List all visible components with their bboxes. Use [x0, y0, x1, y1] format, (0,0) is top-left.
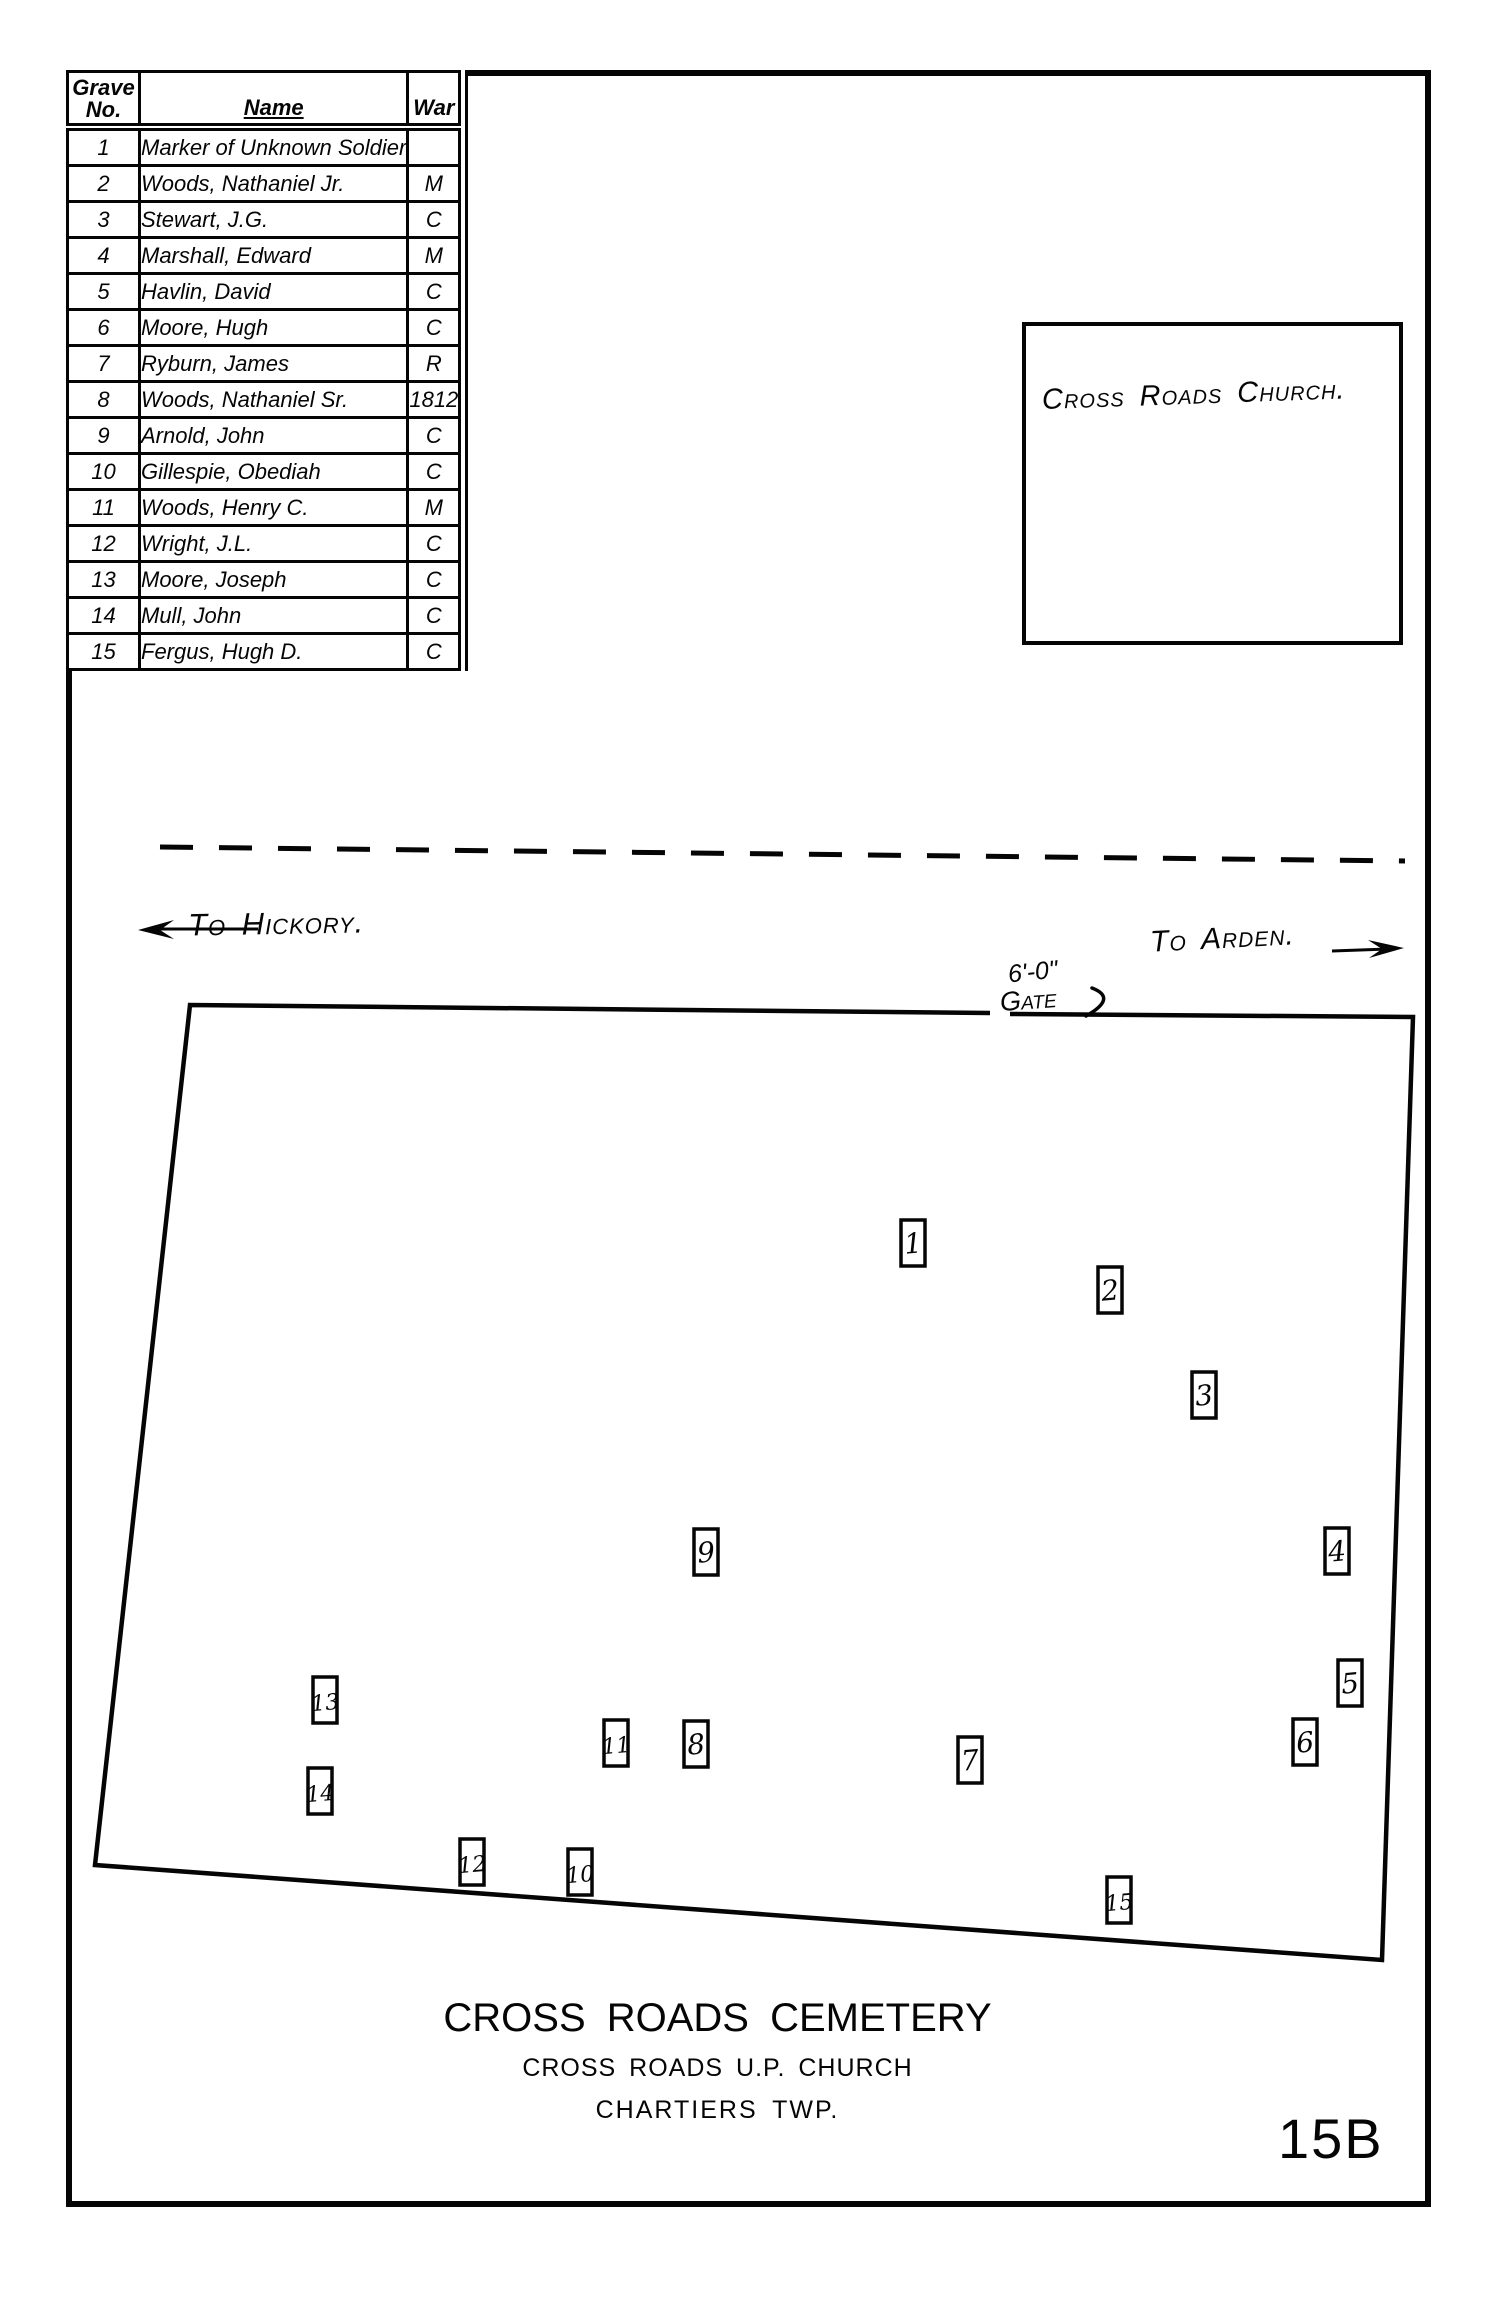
war-cell: C	[408, 310, 460, 346]
cemetery-boundary	[95, 1005, 1413, 1960]
grave-marker-1	[901, 1220, 925, 1266]
grave-no-cell: 10	[68, 454, 140, 490]
to-arden-label: To Arden.	[1149, 918, 1296, 959]
grave-marker-label: 13	[310, 1689, 341, 1718]
war-cell: C	[408, 274, 460, 310]
name-cell: Marker of Unknown Soldier	[140, 127, 408, 166]
church-label: Cross Roads Church.	[1041, 373, 1346, 416]
grave-marker-label: 8	[685, 1727, 707, 1762]
grave-marker-7	[958, 1737, 982, 1783]
grave-marker-9	[694, 1529, 718, 1575]
war-cell: C	[408, 634, 460, 670]
grave-no-cell: 6	[68, 310, 140, 346]
name-header: Name	[140, 72, 408, 128]
grave-no-cell: 15	[68, 634, 140, 670]
grave-marker-11	[601, 1720, 631, 1766]
war-cell: C	[408, 202, 460, 238]
title-block	[420, 1996, 1015, 2125]
grave-no-cell: 12	[68, 526, 140, 562]
grave-no-cell: 8	[68, 382, 140, 418]
war-cell: C	[408, 598, 460, 634]
war-cell: 1812	[408, 382, 460, 418]
grave-marker-label: 2	[1099, 1273, 1121, 1308]
grave-no-cell: 1	[68, 127, 140, 166]
war-cell: M	[408, 238, 460, 274]
sheet-number: 15B	[1278, 2107, 1384, 2170]
markers-layer	[305, 1220, 1362, 1923]
name-cell: Arnold, John	[140, 418, 408, 454]
grave-no-cell: 7	[68, 346, 140, 382]
war-cell: C	[408, 454, 460, 490]
grave-marker-label: 3	[1193, 1378, 1215, 1413]
name-cell: Ryburn, James	[140, 346, 408, 382]
name-cell: Havlin, David	[140, 274, 408, 310]
grave-no-cell: 13	[68, 562, 140, 598]
grave-marker-label: 6	[1294, 1725, 1316, 1760]
name-cell: Woods, Henry C.	[140, 490, 408, 526]
grave-marker-8	[684, 1721, 708, 1767]
grave-no-cell: 5	[68, 274, 140, 310]
grave-marker-3	[1192, 1372, 1216, 1418]
township-subtitle: CHARTIERS TWP.	[595, 2096, 840, 2124]
grave-marker-label: 12	[457, 1851, 488, 1880]
grave-no-cell: 2	[68, 166, 140, 202]
name-cell: Stewart, J.G.	[140, 202, 408, 238]
grave-marker-label: 11	[601, 1732, 632, 1761]
grave-marker-label: 4	[1326, 1534, 1348, 1569]
grave-marker-2	[1098, 1267, 1122, 1313]
grave-marker-label: 7	[959, 1743, 981, 1778]
name-cell: Fergus, Hugh D.	[140, 634, 408, 670]
grave-no-cell: 11	[68, 490, 140, 526]
cemetery-title: CROSS ROADS CEMETERY	[443, 1996, 992, 2040]
name-cell: Moore, Hugh	[140, 310, 408, 346]
gate-swoosh-mark	[1086, 988, 1104, 1016]
grave-marker-5	[1338, 1660, 1362, 1706]
grave-marker-label: 10	[565, 1861, 596, 1890]
grave-marker-10	[565, 1849, 595, 1895]
grave-marker-4	[1325, 1528, 1349, 1574]
church-subtitle: CROSS ROADS U.P. CHURCH	[522, 2054, 913, 2082]
grave-marker-15	[1104, 1877, 1134, 1923]
war-header: War	[408, 72, 460, 128]
name-cell: Mull, John	[140, 598, 408, 634]
war-cell: M	[408, 166, 460, 202]
grave-marker-14	[305, 1768, 335, 1814]
war-cell: M	[408, 490, 460, 526]
name-cell: Wright, J.L.	[140, 526, 408, 562]
grave-marker-label: 5	[1339, 1666, 1361, 1701]
gate-dimension-label: 6'-0"	[1006, 955, 1060, 989]
name-cell: Woods, Nathaniel Jr.	[140, 166, 408, 202]
grave-marker-12	[457, 1839, 487, 1885]
war-cell: C	[408, 526, 460, 562]
grave-marker-label: 14	[305, 1780, 336, 1809]
grave-marker-6	[1293, 1719, 1317, 1765]
to-hickory-label: To Hickory.	[187, 904, 365, 943]
grave-marker-label: 9	[695, 1535, 717, 1570]
grave-no-cell: 14	[68, 598, 140, 634]
name-cell: Marshall, Edward	[140, 238, 408, 274]
grave-marker-label: 1	[902, 1226, 924, 1261]
road-dashed-line	[160, 847, 1405, 861]
gate-label: Gate	[998, 983, 1058, 1017]
war-cell: C	[408, 562, 460, 598]
name-cell: Gillespie, Obediah	[140, 454, 408, 490]
grave-no-cell: 4	[68, 238, 140, 274]
grave-marker-13	[310, 1677, 340, 1723]
war-cell: C	[408, 418, 460, 454]
name-cell: Woods, Nathaniel Sr.	[140, 382, 408, 418]
grave-no-cell: 3	[68, 202, 140, 238]
grave-marker-label: 15	[1104, 1889, 1135, 1918]
grave-no-cell: 9	[68, 418, 140, 454]
war-cell: R	[408, 346, 460, 382]
name-cell: Moore, Joseph	[140, 562, 408, 598]
grave-no-header: Grave No.	[68, 72, 140, 128]
